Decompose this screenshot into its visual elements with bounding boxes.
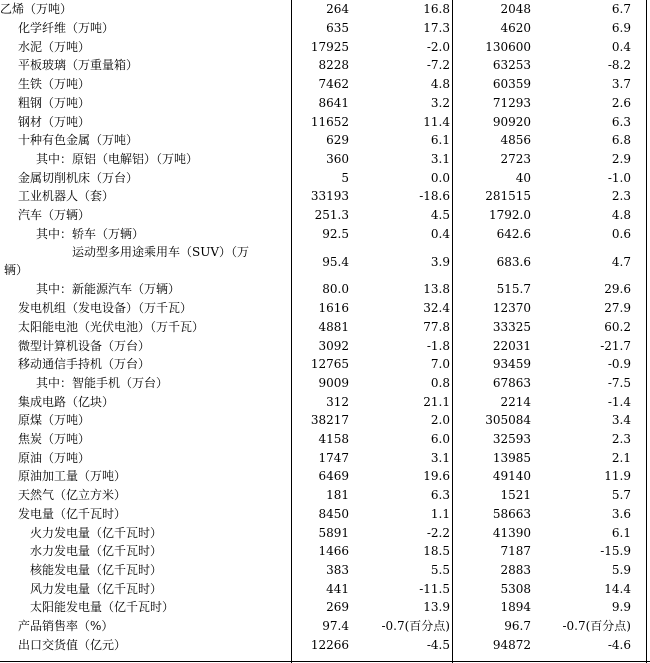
row-value-1: 441 xyxy=(326,581,349,596)
row-label: 焦炭（万吨） xyxy=(18,432,91,447)
row-value-4: 27.9 xyxy=(604,301,631,316)
table-row xyxy=(0,617,650,636)
row-value-4: 4.8 xyxy=(611,208,631,223)
row-value-3: 130600 xyxy=(485,39,531,54)
row-value-4: 11.9 xyxy=(604,469,631,484)
row-label: 水泥（万吨） xyxy=(18,39,91,54)
table-row xyxy=(0,523,650,542)
table-row xyxy=(0,579,650,598)
row-value-1: 80.0 xyxy=(322,282,349,297)
row-label-line: 运动型多用途乘用车（SUV）（万 xyxy=(72,245,250,260)
row-value-3: 41390 xyxy=(492,525,531,540)
row-value-4: 4.7 xyxy=(611,254,631,269)
row-value-3: 58663 xyxy=(492,506,531,521)
row-value-3: 305084 xyxy=(485,413,531,428)
row-value-1: 8450 xyxy=(318,506,349,521)
row-value-3: 1894 xyxy=(500,600,531,615)
row-value-3: 683.6 xyxy=(496,254,531,269)
row-label: 太阳能发电量（亿千瓦时） xyxy=(30,600,175,615)
row-label: 发电机组（发电设备）（万千瓦） xyxy=(18,301,193,316)
row-value-3: 1792.0 xyxy=(489,208,531,223)
row-value-4: 6.1 xyxy=(611,525,631,540)
row-value-2: 13.9 xyxy=(423,600,450,615)
table-row xyxy=(0,467,650,486)
row-label-line: 辆） xyxy=(4,263,29,278)
row-value-4: -21.7 xyxy=(600,338,631,353)
row-label: 钢材（万吨） xyxy=(18,114,91,129)
row-value-1: 635 xyxy=(326,21,349,36)
row-value-4: 5.7 xyxy=(611,488,631,503)
row-label: 粗钢（万吨） xyxy=(18,95,91,110)
row-value-1: 4881 xyxy=(318,319,349,334)
row-value-4: 2.1 xyxy=(611,450,631,465)
row-value-1: 95.4 xyxy=(322,254,349,269)
row-value-4: 3.7 xyxy=(611,77,631,92)
table-row xyxy=(0,187,650,206)
row-value-3: 40 xyxy=(515,170,531,185)
row-value-4: -7.5 xyxy=(607,375,631,390)
row-label: 工业机器人（套） xyxy=(18,189,115,204)
row-label: 天然气（亿立方米） xyxy=(18,488,127,503)
row-value-2: 4.5 xyxy=(430,208,450,223)
row-value-3: 71293 xyxy=(492,95,531,110)
table-row xyxy=(0,168,650,187)
row-value-2: -0.7(百分点) xyxy=(381,619,450,634)
row-value-3: 642.6 xyxy=(496,226,531,241)
table-row xyxy=(0,635,650,654)
row-value-1: 3092 xyxy=(318,338,349,353)
table-row xyxy=(0,561,650,580)
row-label: 核能发电量（亿千瓦时） xyxy=(30,562,163,577)
row-value-2: 32.4 xyxy=(423,301,450,316)
row-value-2: 77.8 xyxy=(423,319,450,334)
row-value-3: 2214 xyxy=(500,394,531,409)
row-value-2: 16.8 xyxy=(423,2,450,17)
table-row xyxy=(0,542,650,561)
row-value-3: 33325 xyxy=(492,319,531,334)
row-label: 其中：智能手机（万台） xyxy=(36,375,169,390)
row-value-2: 0.4 xyxy=(430,226,450,241)
row-value-2: -2.2 xyxy=(426,525,450,540)
row-value-1: 33193 xyxy=(310,189,349,204)
row-value-4: -1.0 xyxy=(607,170,631,185)
row-value-2: 17.3 xyxy=(423,21,450,36)
table-row xyxy=(0,336,650,355)
row-value-4: 6.7 xyxy=(611,2,631,17)
row-value-2: 11.4 xyxy=(423,114,450,129)
row-value-1: 181 xyxy=(326,488,349,503)
row-value-2: 3.1 xyxy=(430,450,450,465)
row-value-4: 2.9 xyxy=(611,151,631,166)
row-label: 其中：原铝（电解铝）（万吨） xyxy=(36,151,199,166)
row-value-4: 6.3 xyxy=(611,114,631,129)
table-row xyxy=(0,486,650,505)
row-label: 产品销售率（%） xyxy=(18,619,114,634)
row-value-4: 2.3 xyxy=(611,432,631,447)
row-value-3: 281515 xyxy=(485,189,531,204)
row-value-4: -15.9 xyxy=(600,544,631,559)
table-row xyxy=(0,430,650,449)
table-row xyxy=(0,19,650,38)
table-row xyxy=(0,243,650,280)
table-row xyxy=(0,598,650,617)
row-value-3: 60359 xyxy=(492,77,531,92)
row-value-1: 12765 xyxy=(310,357,349,372)
row-value-3: 90920 xyxy=(492,114,531,129)
table-bottom-border xyxy=(0,661,650,662)
row-value-1: 17925 xyxy=(310,39,349,54)
row-value-1: 264 xyxy=(326,2,349,17)
row-label: 乙烯（万吨） xyxy=(0,2,73,17)
row-value-3: 2723 xyxy=(500,151,531,166)
row-value-2: 5.5 xyxy=(430,562,450,577)
table-row xyxy=(0,37,650,56)
row-value-2: -4.5 xyxy=(426,637,450,652)
row-value-4: 3.4 xyxy=(611,413,631,428)
row-value-3: 515.7 xyxy=(496,282,531,297)
row-value-2: 1.1 xyxy=(430,506,450,521)
row-label: 原煤（万吨） xyxy=(18,413,91,428)
table-row xyxy=(0,299,650,318)
row-value-2: 0.8 xyxy=(430,375,450,390)
row-label: 水力发电量（亿千瓦时） xyxy=(30,544,163,559)
row-value-2: 7.0 xyxy=(430,357,450,372)
row-value-4: 6.9 xyxy=(611,21,631,36)
row-value-1: 7462 xyxy=(318,77,349,92)
row-value-1: 1466 xyxy=(318,544,349,559)
row-value-1: 9009 xyxy=(318,375,349,390)
row-value-2: 2.0 xyxy=(430,413,450,428)
table-row xyxy=(0,318,650,337)
row-value-2: -1.8 xyxy=(426,338,450,353)
table-row xyxy=(0,374,650,393)
row-value-1: 11652 xyxy=(310,114,349,129)
row-value-4: -8.2 xyxy=(607,58,631,73)
row-value-1: 1616 xyxy=(318,301,349,316)
row-label: 化学纤维（万吨） xyxy=(18,21,115,36)
row-value-2: 3.2 xyxy=(430,95,450,110)
row-value-1: 38217 xyxy=(310,413,349,428)
row-value-3: 67863 xyxy=(492,375,531,390)
row-value-4: -1.4 xyxy=(607,394,631,409)
row-value-4: -0.9 xyxy=(607,357,631,372)
table-row xyxy=(0,0,650,19)
row-label xyxy=(0,243,290,280)
row-label: 原油（万吨） xyxy=(18,450,91,465)
row-value-2: 6.0 xyxy=(430,432,450,447)
row-value-4: 60.2 xyxy=(604,319,631,334)
row-value-1: 97.4 xyxy=(322,619,349,634)
row-value-4: 5.9 xyxy=(611,562,631,577)
row-label: 金属切削机床（万台） xyxy=(18,170,139,185)
row-value-1: 6469 xyxy=(318,469,349,484)
table-row xyxy=(0,280,650,299)
row-value-2: 4.8 xyxy=(430,77,450,92)
row-value-1: 312 xyxy=(326,394,349,409)
row-value-4: 0.4 xyxy=(611,39,631,54)
row-label: 十种有色金属（万吨） xyxy=(18,133,139,148)
row-value-4: -0.7(百分点) xyxy=(562,619,631,634)
table-row xyxy=(0,411,650,430)
row-value-3: 96.7 xyxy=(504,619,531,634)
table-row xyxy=(0,448,650,467)
row-label: 其中：轿车（万辆） xyxy=(36,226,145,241)
row-value-3: 4620 xyxy=(500,21,531,36)
row-value-1: 5891 xyxy=(318,525,349,540)
row-value-2: 6.3 xyxy=(430,488,450,503)
row-value-2: -2.0 xyxy=(426,39,450,54)
row-value-4: 6.8 xyxy=(611,133,631,148)
table-row xyxy=(0,56,650,75)
row-value-3: 12370 xyxy=(492,301,531,316)
row-value-2: -7.2 xyxy=(426,58,450,73)
row-value-1: 8641 xyxy=(318,95,349,110)
table-row xyxy=(0,112,650,131)
row-value-3: 22031 xyxy=(492,338,531,353)
row-label: 生铁（万吨） xyxy=(18,77,91,92)
row-value-3: 32593 xyxy=(492,432,531,447)
table-row xyxy=(0,150,650,169)
row-value-1: 12266 xyxy=(310,637,349,652)
row-value-3: 4856 xyxy=(500,133,531,148)
row-label: 微型计算机设备（万台） xyxy=(18,338,151,353)
row-value-1: 383 xyxy=(326,562,349,577)
row-value-2: -18.6 xyxy=(419,189,450,204)
row-value-2: 3.1 xyxy=(430,151,450,166)
row-value-1: 269 xyxy=(326,600,349,615)
row-label: 集成电路（亿块） xyxy=(18,394,115,409)
row-value-1: 4158 xyxy=(318,432,349,447)
row-value-3: 7187 xyxy=(500,544,531,559)
row-value-1: 92.5 xyxy=(322,226,349,241)
table-row xyxy=(0,94,650,113)
row-value-3: 5308 xyxy=(500,581,531,596)
row-label: 火力发电量（亿千瓦时） xyxy=(30,525,163,540)
row-value-1: 629 xyxy=(326,133,349,148)
row-value-3: 2048 xyxy=(500,2,531,17)
row-value-1: 8228 xyxy=(318,58,349,73)
table-row xyxy=(0,131,650,150)
row-value-3: 13985 xyxy=(492,450,531,465)
table-row xyxy=(0,224,650,243)
row-value-3: 49140 xyxy=(492,469,531,484)
row-value-4: 2.3 xyxy=(611,189,631,204)
row-value-4: -4.6 xyxy=(607,637,631,652)
row-label: 移动通信手持机（万台） xyxy=(18,357,151,372)
row-value-3: 93459 xyxy=(492,357,531,372)
row-value-2: 19.6 xyxy=(423,469,450,484)
row-label: 出口交货值（亿元） xyxy=(18,637,127,652)
row-value-2: 6.1 xyxy=(430,133,450,148)
table-row xyxy=(0,206,650,225)
row-value-3: 94872 xyxy=(492,637,531,652)
row-value-4: 3.6 xyxy=(611,506,631,521)
row-value-4: 2.6 xyxy=(611,95,631,110)
row-label: 原油加工量（万吨） xyxy=(18,469,127,484)
table-row xyxy=(0,75,650,94)
row-label: 风力发电量（亿千瓦时） xyxy=(30,581,163,596)
row-label: 发电量（亿千瓦时） xyxy=(18,506,127,521)
row-value-3: 2883 xyxy=(500,562,531,577)
row-label: 汽车（万辆） xyxy=(18,208,91,223)
row-label: 太阳能电池（光伏电池）（万千瓦） xyxy=(18,319,205,334)
row-value-1: 1747 xyxy=(318,450,349,465)
row-label: 其中：新能源汽车（万辆） xyxy=(36,282,181,297)
row-value-2: 21.1 xyxy=(423,394,450,409)
row-value-3: 1521 xyxy=(500,488,531,503)
row-value-2: -11.5 xyxy=(419,581,450,596)
table-row xyxy=(0,505,650,524)
table-row xyxy=(0,392,650,411)
row-label: 平板玻璃（万重量箱） xyxy=(18,58,139,73)
row-value-1: 5 xyxy=(341,170,349,185)
row-value-4: 29.6 xyxy=(604,282,631,297)
row-value-3: 63253 xyxy=(492,58,531,73)
row-value-1: 360 xyxy=(326,151,349,166)
row-value-2: 3.9 xyxy=(430,254,450,269)
table-row xyxy=(0,355,650,374)
row-value-2: 18.5 xyxy=(423,544,450,559)
row-value-4: 9.9 xyxy=(611,600,631,615)
row-value-4: 14.4 xyxy=(604,581,631,596)
row-value-2: 0.0 xyxy=(430,170,450,185)
row-value-2: 13.8 xyxy=(423,282,450,297)
row-value-1: 251.3 xyxy=(314,208,349,223)
row-value-4: 0.6 xyxy=(611,226,631,241)
